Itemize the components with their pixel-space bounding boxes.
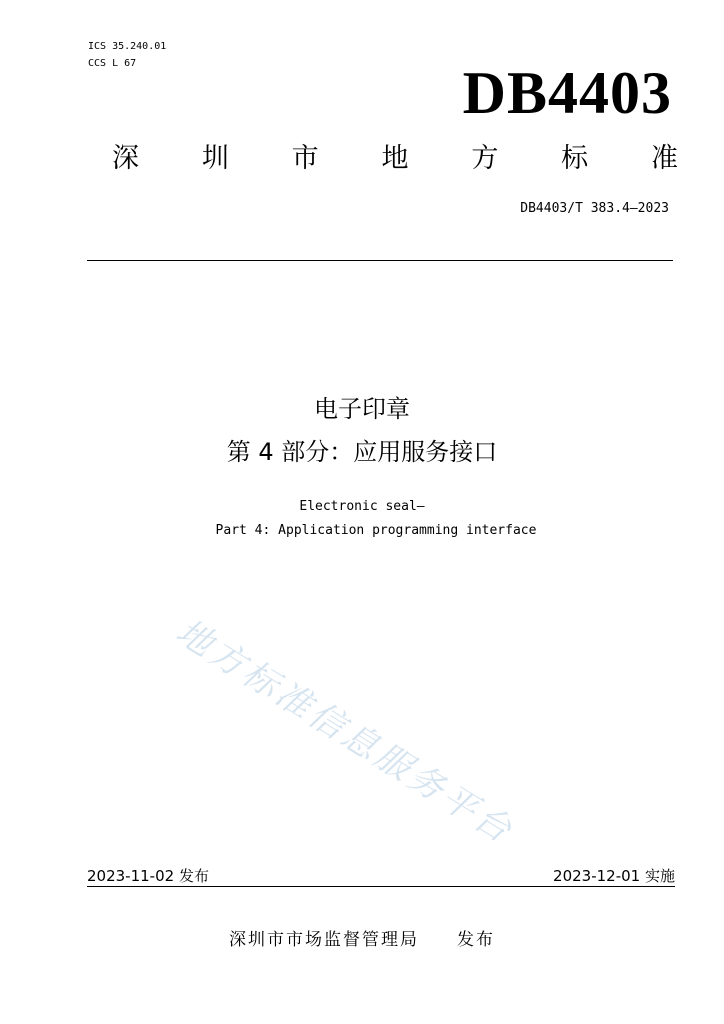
english-title-line2: Part 4: Application programming interface — [215, 523, 537, 538]
footer-divider — [87, 886, 675, 887]
issuer-name: 深圳市市场监督管理局 — [229, 930, 419, 950]
standard-name-char: 圳 — [201, 143, 229, 174]
standard-number: DB4403/T 383.4—2023 — [520, 201, 669, 216]
implement-date: 2023-12-01 实施 — [553, 867, 675, 885]
title-part: 第 4 部分：应用服务接口 — [226, 438, 498, 466]
standard-name-char: 深 — [112, 143, 139, 174]
ccs-code: CCS L 67 — [88, 58, 137, 69]
standard-name-char: 准 — [650, 143, 678, 174]
title-main: 电子印章 — [314, 395, 410, 423]
header-divider — [87, 260, 673, 261]
english-title-line1: Electronic seal— — [299, 499, 425, 514]
issuer — [0, 928, 724, 952]
standard-name — [112, 141, 678, 177]
watermark: 地方标准信息服务平台 — [168, 612, 521, 853]
ics-code: ICS 35.240.01 — [88, 41, 167, 52]
standard-name-char: 地 — [381, 143, 409, 174]
standard-name-char: 市 — [291, 143, 319, 174]
classification-codes — [88, 38, 166, 72]
publish-date: 2023-11-02 发布 — [87, 867, 209, 885]
issuer-suffix: 发布 — [457, 930, 495, 950]
standard-code: DB4403 — [462, 60, 672, 126]
standard-name-char: 方 — [471, 143, 499, 174]
standard-name-char: 标 — [561, 143, 589, 174]
